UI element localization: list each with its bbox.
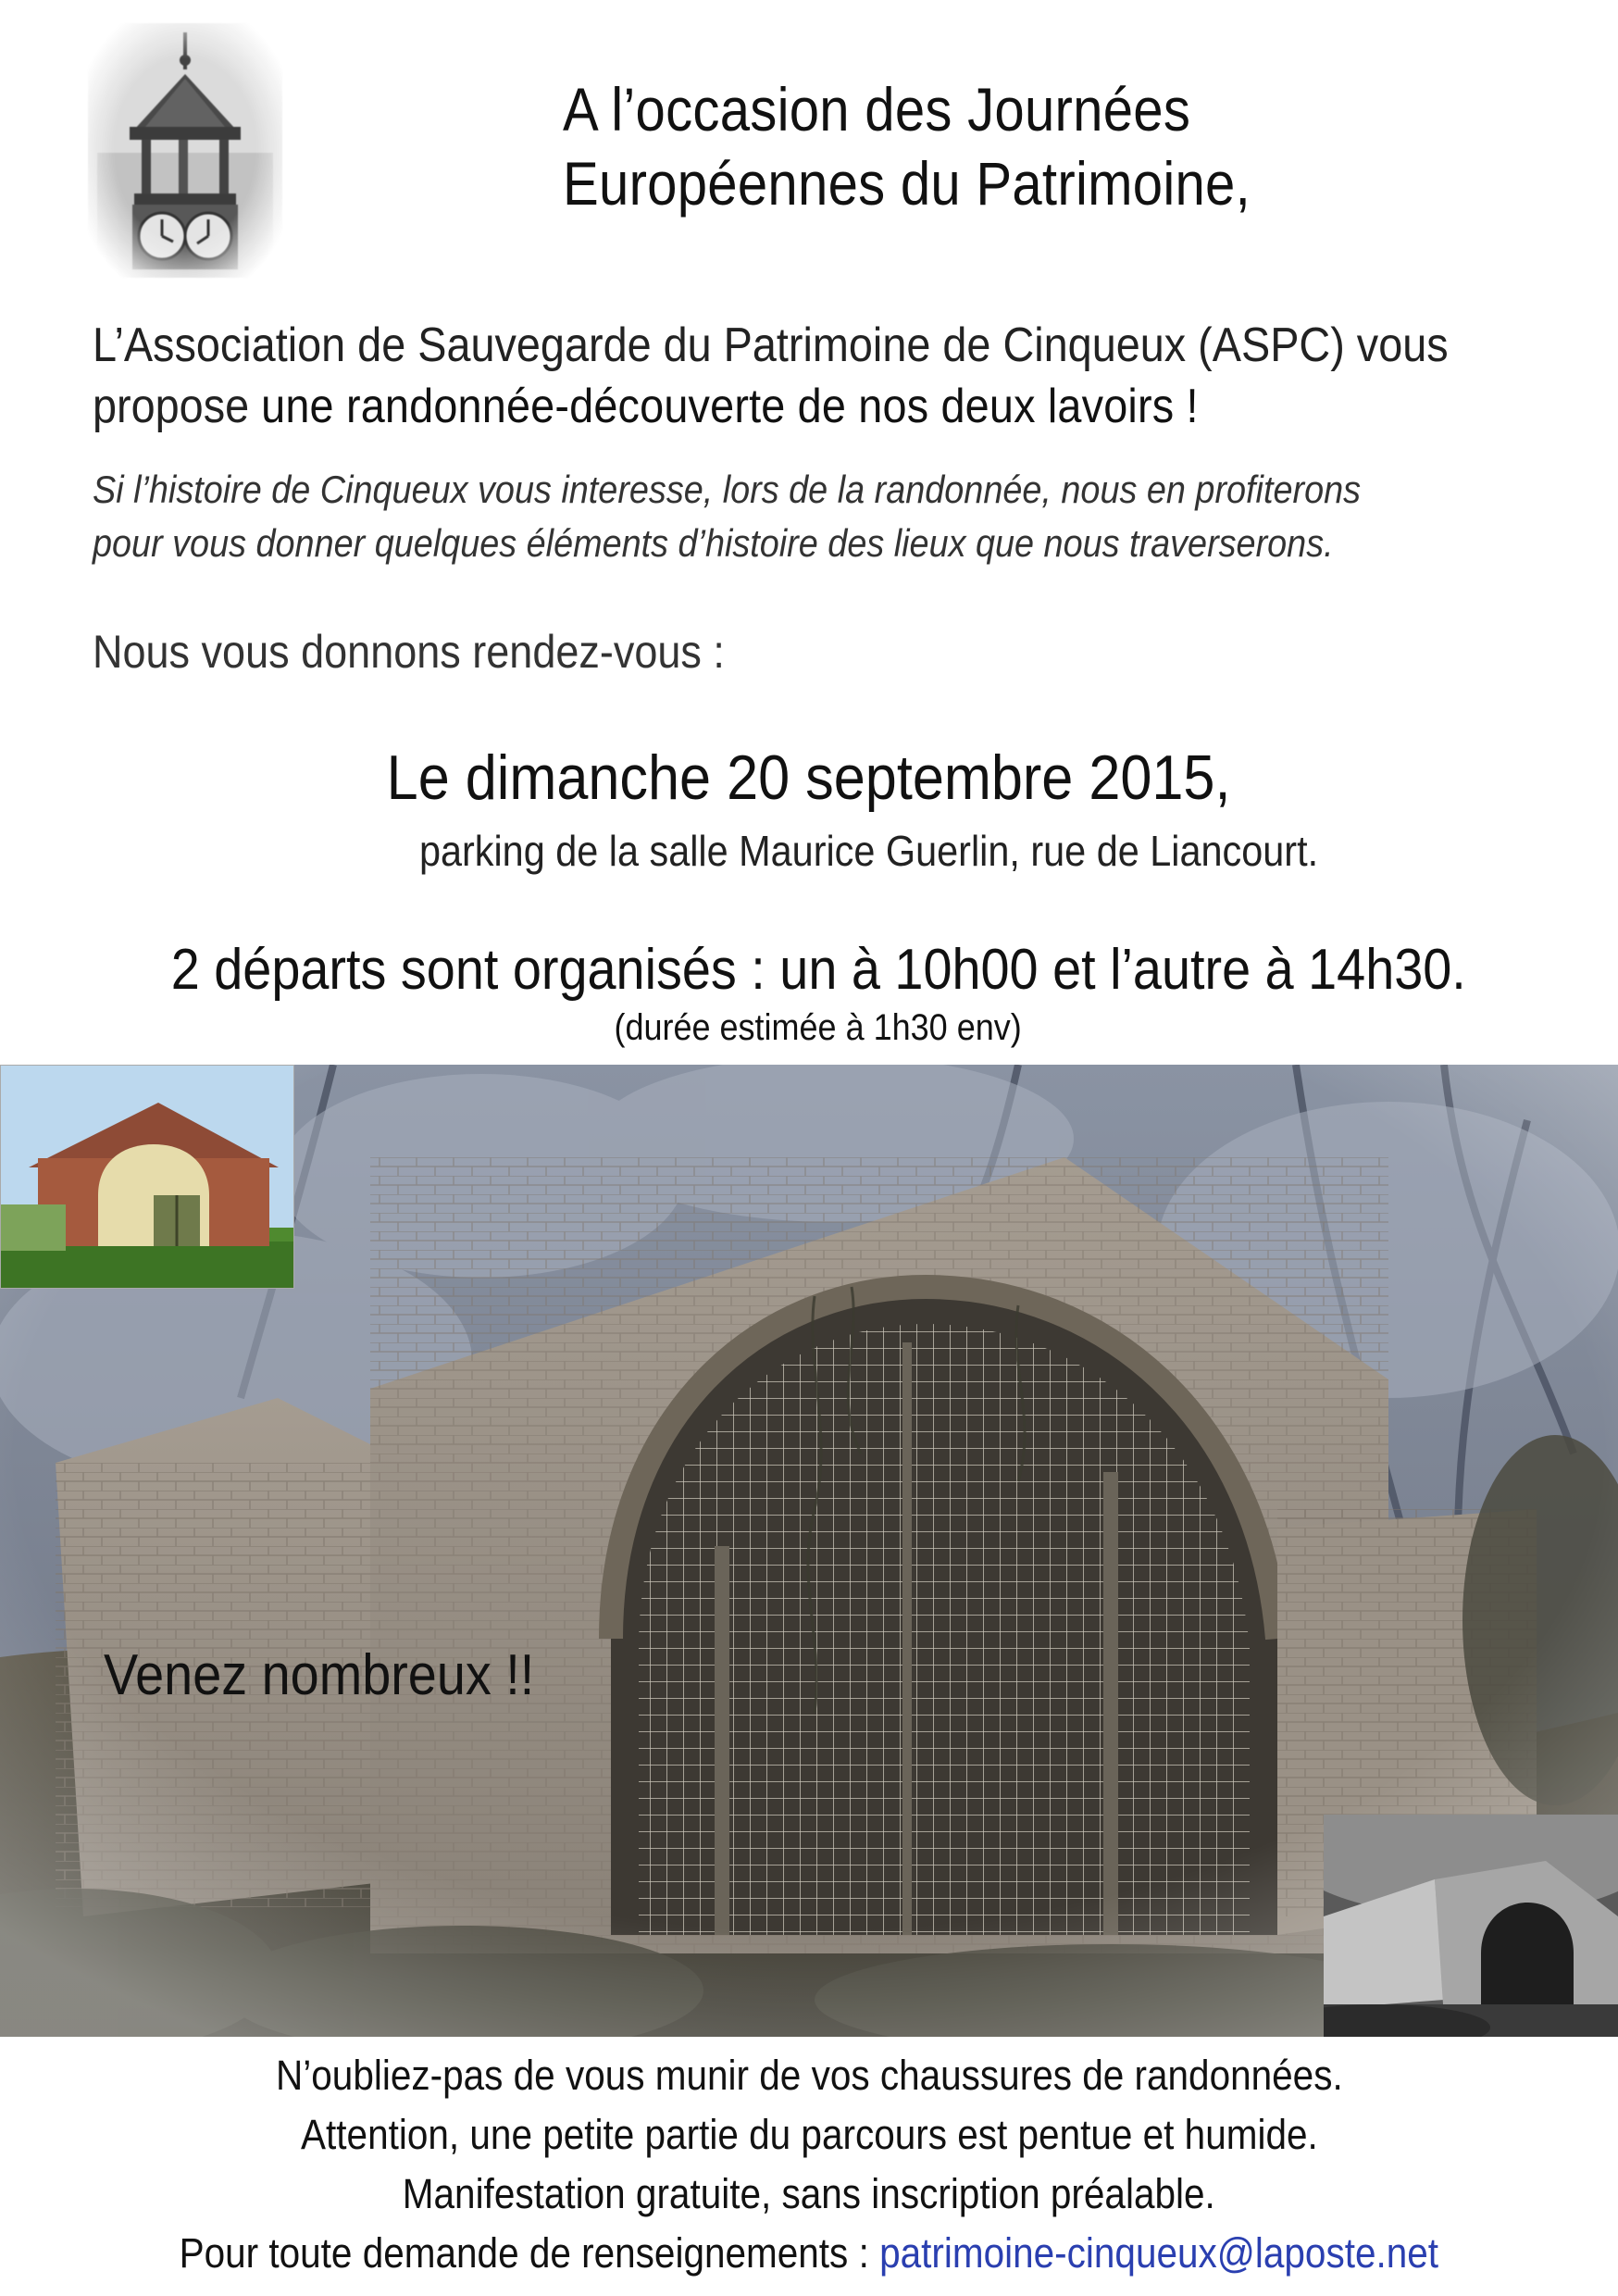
event-duration: (durée estimée à 1h30 env) (614, 1007, 1023, 1048)
callout-venez-nombreux: Venez nombreux !! (104, 1643, 535, 1707)
intro-line-2 (93, 376, 1467, 437)
intro-paragraph (93, 315, 1467, 437)
intro-line-1: L’Association de Sauvegarde du Patrimoine de Cinqueux (ASPC) vous (93, 318, 1449, 372)
contact-email-link[interactable]: patrimoine-cinqueux@laposte.net (879, 2229, 1439, 2277)
event-departures: 2 départs sont organisés : un à 10h00 et l’autre à 14h30. (170, 938, 1466, 1002)
contact-label: Pour toute demande de renseignements : (179, 2229, 880, 2277)
history-paragraph (93, 463, 1467, 570)
headline-line-1: A l’occasion des Journées (563, 75, 1191, 144)
headline-line-2: Européennes du Patrimoine, (563, 149, 1251, 218)
rendezvous-text: Nous vous donnons rendez-vous : (93, 626, 725, 678)
intro-highlight: une randonnée-découverte de nos deux lavoirs ! (261, 380, 1199, 433)
second-lavoir-photo (1324, 1815, 1618, 2037)
event-date: Le dimanche 20 septembre 2015, (387, 742, 1231, 813)
intro-propose: propose (93, 380, 262, 433)
headline (563, 72, 1459, 220)
history-line-2: pour vous donner quelques éléments d’histoire des lieux que nous traverserons. (93, 521, 1334, 565)
footer-line-3: Manifestation gratuite, sans inscription préalable. (402, 2170, 1215, 2217)
lavoir-color-photo (0, 1065, 294, 1289)
footer-info (0, 2046, 1618, 2283)
footer-line-2: Attention, une petite partie du parcours est pentue et humide. (300, 2111, 1318, 2158)
history-line-1: Si l’histoire de Cinqueux vous interesse, lors de la randonnée, nous en profiterons (93, 468, 1362, 511)
clock-tower-logo (88, 23, 282, 278)
footer-line-1: N’oubliez-pas de vous munir de vos chaussures de randonnées. (275, 2052, 1343, 2099)
footer-contact (0, 2224, 1618, 2283)
event-place: parking de la salle Maurice Guerlin, rue de Liancourt. (419, 827, 1319, 875)
